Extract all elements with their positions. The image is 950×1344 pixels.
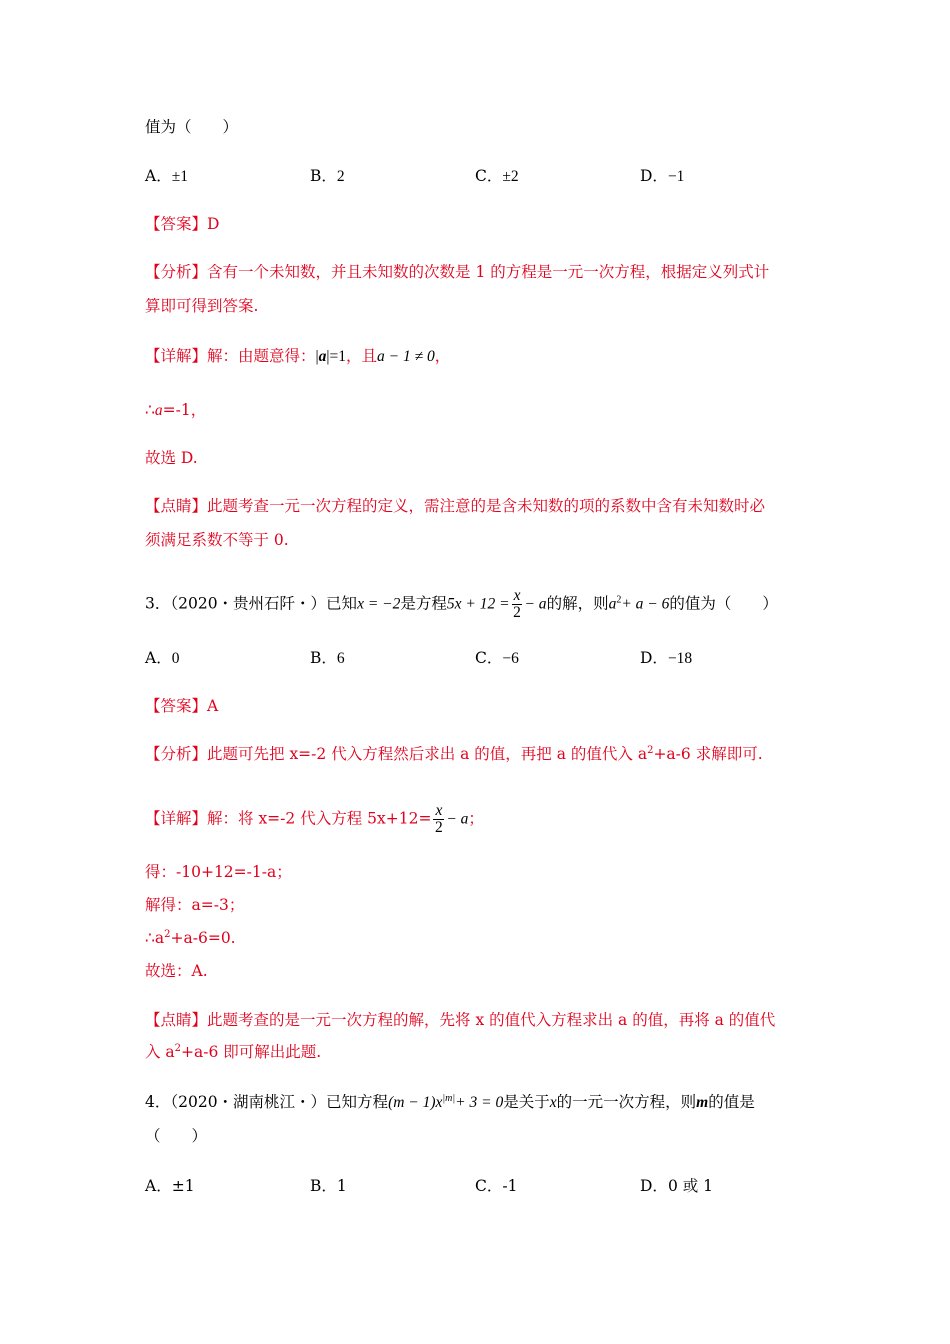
q2-comment: 【点睛】此题考查一元一次方程的定义，需注意的是含未知数的项的系数中含有未知数时必 — [145, 497, 766, 515]
q3-option-c: C．−6 — [475, 649, 519, 667]
q4-option-d: D．0 或 1 — [640, 1177, 714, 1195]
q3-fraction: $\frac{x}{2}$ — [513, 587, 521, 621]
q3-answer: 【答案】A — [145, 697, 219, 715]
q3-comment: 【点睛】此题考查的是一元一次方程的解，先将 x 的值代入方程求出 a 的值，再将 a 的值代 — [145, 1011, 776, 1029]
q3-analysis: 【分析】此题可先把 x=-2 代入方程然后求出 a 的值，再把 a 的值代入 $a^2+a-6$ 求解即可. — [145, 744, 763, 763]
q3-comment-cont: 入 $a^2+a-6$ 即可解出此题. — [145, 1042, 322, 1061]
q2-analysis-cont: 算即可得到答案. — [145, 297, 259, 315]
q4-option-a: A．±1 — [145, 1177, 195, 1195]
q2-option-b: B．2 — [310, 167, 345, 185]
q3-step-2: 解得：a=-3； — [145, 896, 245, 914]
q2-therefore: ∴a=-1， — [145, 401, 207, 419]
q2-detail: 【详解】解：由题意得：|a|=1，且a − 1 ≠ 0， — [145, 347, 451, 365]
q3-step-1: 得：-10+12=-1-a； — [145, 863, 292, 881]
q3-step-3: $\therefore a^2+a-6=0$. — [145, 928, 236, 947]
q3-option-a: A．0 — [145, 649, 180, 667]
q2-choose: 故选 D. — [145, 449, 198, 467]
q2-option-a: A．±1 — [145, 167, 188, 185]
q4-stem-cont: （ ） — [145, 1127, 208, 1145]
q3-detail: 【详解】解：将 x=-2 代入方程 5x+12= $\frac{x}{2}$ − a； — [145, 802, 484, 836]
q3-detail-fraction: $\frac{x}{2}$ — [435, 802, 443, 836]
q2-comment-cont: 须满足系数不等于 0. — [145, 531, 289, 549]
q3-option-b: B．6 — [310, 649, 345, 667]
q3-choose: 故选：A. — [145, 962, 208, 980]
q3-stem: 3．（2020・贵州石阡・）已知x = −2是方程5x + 12 = $\frac{x}{2}$ − a的解，则$a^2+ a - 6$的值为（ ） — [145, 587, 778, 621]
q2-stem-tail: 值为（ ） — [145, 118, 239, 136]
q4-option-b: B．1 — [310, 1177, 347, 1195]
q4-stem: 4．（2020・湖南桃江・）已知方程$(m - 1)x^{|m|}+ 3 = 0$是关于x的一元一次方程，则m的值是 — [145, 1092, 755, 1111]
q2-analysis: 【分析】含有一个未知数，并且未知数的次数是 1 的方程是一元一次方程，根据定义列式计 — [145, 263, 770, 281]
q2-answer: 【答案】D — [145, 215, 220, 233]
q2-option-c: C．±2 — [475, 167, 519, 185]
q3-option-d: D．−18 — [640, 649, 693, 667]
q2-option-d: D．−1 — [640, 167, 685, 185]
q4-option-c: C．-1 — [475, 1177, 518, 1195]
